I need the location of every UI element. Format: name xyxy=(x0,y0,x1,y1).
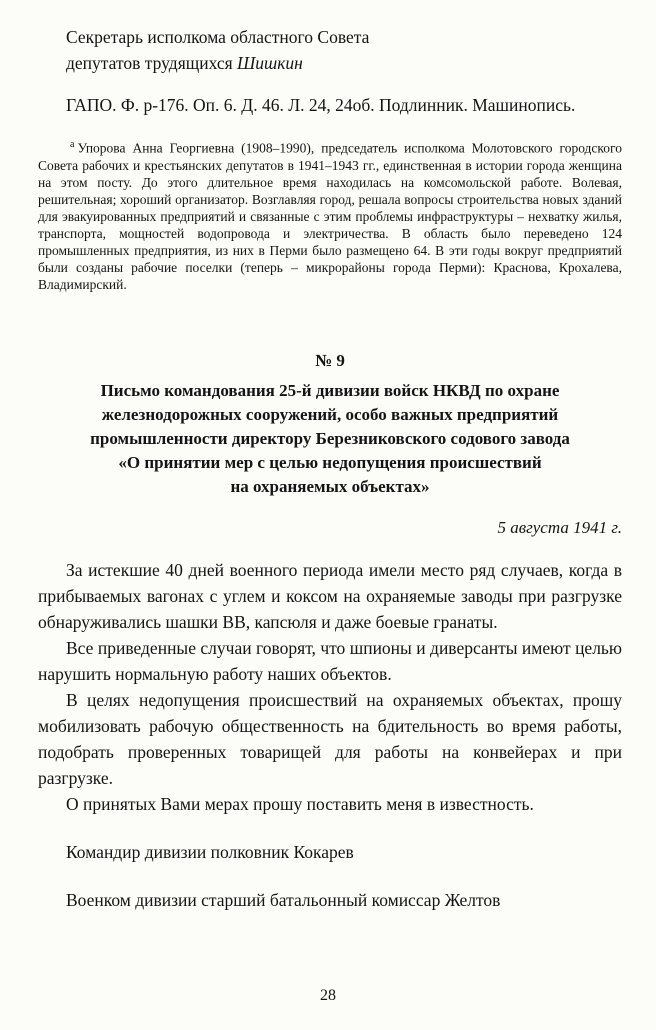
signature-block xyxy=(66,24,622,76)
signatory-name: Шишкин xyxy=(237,53,303,73)
signature-block-line-1: Секретарь исполкома областного Совета xyxy=(66,27,370,47)
footnote xyxy=(38,136,622,293)
document-signature-commander: Командир дивизии полковник Кокарев xyxy=(66,841,354,862)
paragraph: За истекшие 40 дней военного периода имели место ряд случаев, когда в прибываемых вагонах с углем и коксом на охраняемые заводы при разгрузке обнаруживались шашки ВВ, капсюля и даже боевые гранаты. xyxy=(38,559,622,632)
document-title-line: Письмо командования 25-й дивизии войск НКВД по охране xyxy=(100,380,560,400)
document-title-line: «О принятии мер с целью недопущения происшествий xyxy=(118,452,542,472)
document-number: № 9 xyxy=(315,350,345,370)
document-title xyxy=(38,379,622,499)
document-signature-commissar: Военком дивизии старший батальонный комиссар Желтов xyxy=(66,889,501,910)
paragraph: В целях недопущения происшествий на охраняемых объектах, прошу мобилизовать рабочую общественность на бдительность во время работы, подобрать проверенных товарищей для работы на конвейерах и при разгрузке. xyxy=(38,689,622,788)
footnote-marker: а xyxy=(70,139,75,150)
footnote-text: Упорова Анна Георгиевна (1908–1990), председатель исполкома Молотовского городского Совета рабочих и крестьянских депутатов в 1941–1943 гг., единственная в истории города женщина на этом посту. До этого длительное время находилась на комсомольской работе. Волевая, решительная; хороший организатор. Возглавляя город, решала вопросы строительства новых зданий для эвакуированных предприятий и связанные с этим проблемы инфраструктуры – нехватку жилья, транспорта, мощностей водопровода и электричества. В область было переведено 124 промышленных предприятия, из них в Перми было размещено 64. В эти годы вокруг предприятий были созданы рабочие поселки (теперь – микрорайоны города Перми): Краснова, Крохалева, Владимирский. xyxy=(38,140,622,292)
signature-block-line-2-text: депутатов трудящихся xyxy=(66,53,233,73)
document-date: 5 августа 1941 г. xyxy=(497,517,622,537)
archive-reference: ГАПО. Ф. р-176. Оп. 6. Д. 46. Л. 24, 24об. Подлинник. Машинопись. xyxy=(66,95,576,115)
paragraph: О принятых Вами мерах прошу поставить меня в известность. xyxy=(66,793,534,814)
document-title-line: железнодорожных сооружений, особо важных предприятий xyxy=(101,404,559,424)
document-title-line: на охраняемых объектах» xyxy=(230,476,430,496)
page-number: 28 xyxy=(320,987,336,1004)
document-title-line: промышленности директору Березниковского содового завода xyxy=(90,428,570,448)
document-body xyxy=(38,557,622,817)
signature-block-line-2 xyxy=(66,50,622,76)
paragraph: Все приведенные случаи говорят, что шпионы и диверсанты имеют целью нарушить нормальную работу наших объектов. xyxy=(38,637,622,684)
